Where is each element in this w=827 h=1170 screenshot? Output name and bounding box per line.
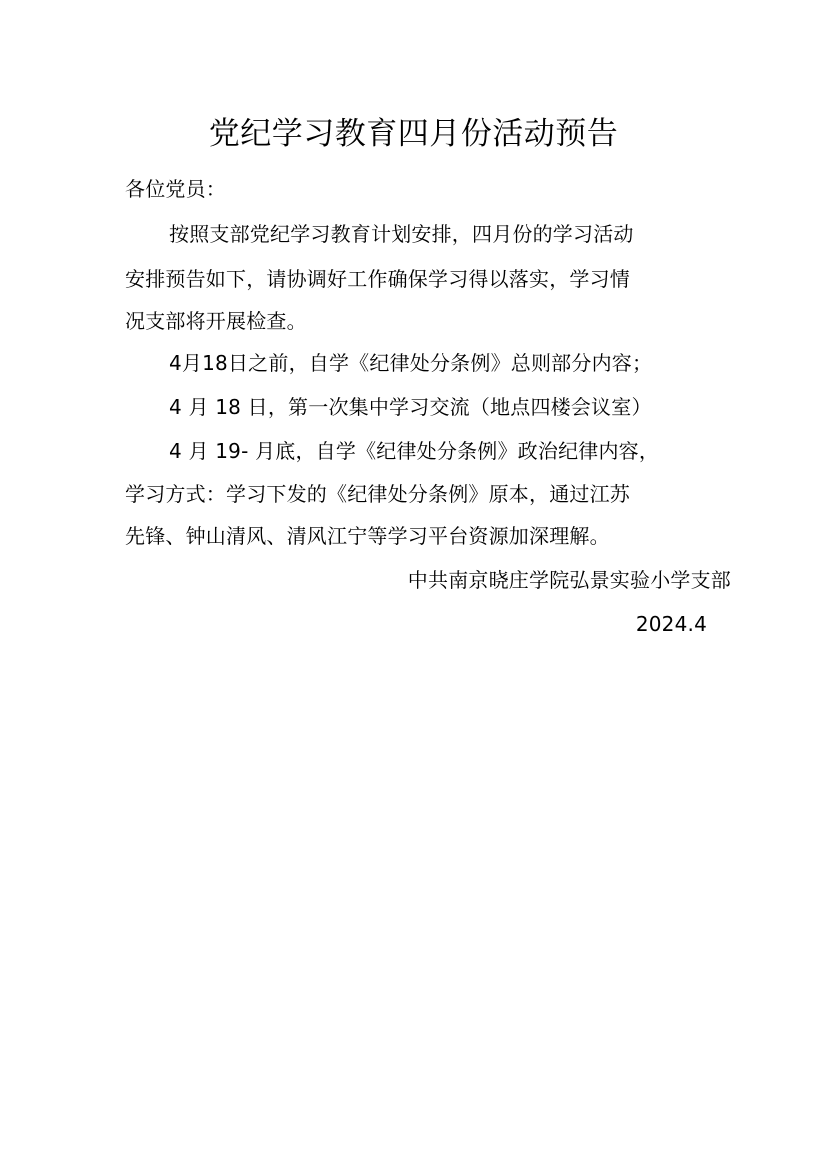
document-date: 2024.4 [635, 612, 707, 636]
intro-line-2: 安排预告如下，请协调好工作确保学习得以落实，学习情 [125, 267, 630, 291]
document-title: 党纪学习教育四月份活动预告 [208, 116, 619, 152]
intro-line-1: 按照支部党纪学习教育计划安排，四月份的学习活动 [169, 222, 634, 246]
intro-line-3: 况支部将开展检查。 [125, 309, 307, 333]
study-method-line-2: 先锋、钟山清风、清风江宁等学习平台资源加深理解。 [125, 524, 610, 548]
study-method-line-1: 学习方式：学习下发的《纪律处分条例》原本，通过江苏 [125, 482, 630, 506]
schedule-item-3: 4 月 19- 月底，自学《纪律处分条例》政治纪律内容， [169, 439, 660, 463]
signature: 中共南京晓庄学院弘景实验小学支部 [407, 568, 731, 592]
salutation: 各位党员： [125, 177, 226, 201]
schedule-item-1: 4月18日之前，自学《纪律处分条例》总则部分内容； [169, 351, 653, 375]
schedule-item-2: 4 月 18 日，第一次集中学习交流（地点四楼会议室） [169, 395, 652, 419]
